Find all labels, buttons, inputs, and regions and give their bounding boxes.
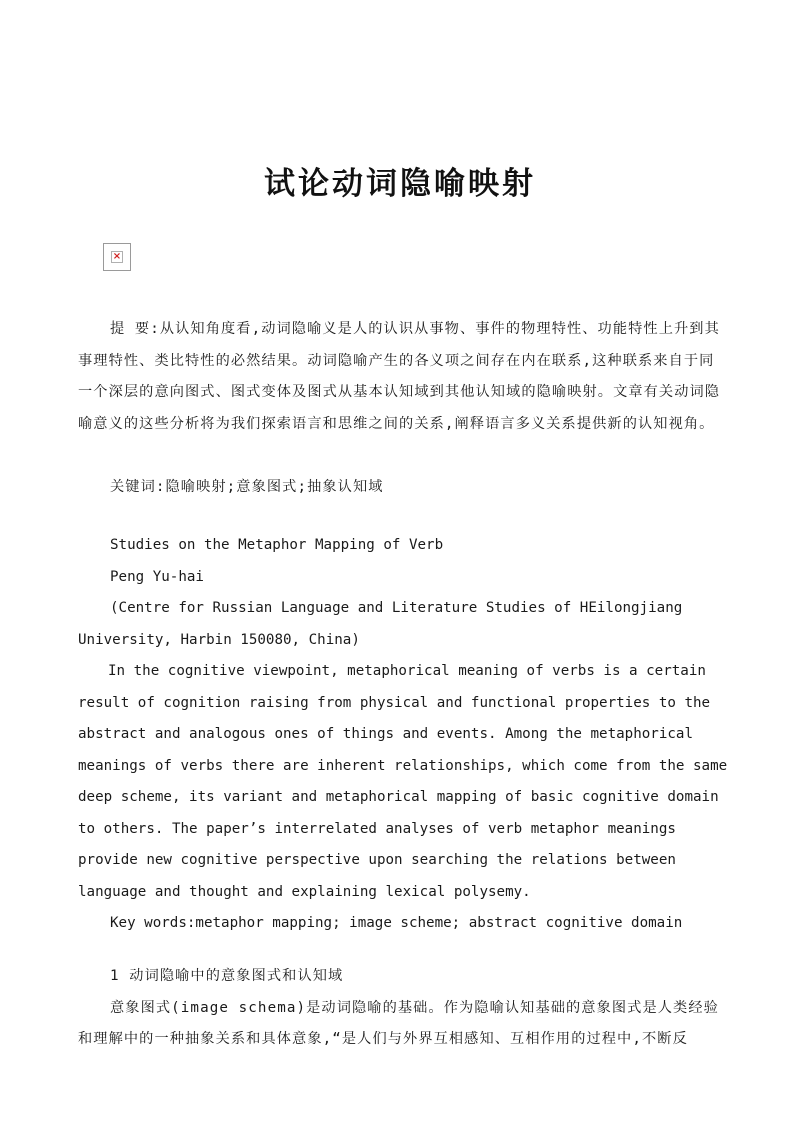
- chinese-keywords: 关键词:隐喻映射;意象图式;抽象认知域: [110, 479, 384, 495]
- english-author: Peng Yu-hai: [110, 568, 204, 585]
- section-1-heading: 1 动词隐喻中的意象图式和认知域: [110, 968, 344, 984]
- section-1-block: [78, 961, 728, 1056]
- chinese-keywords-block: [78, 472, 728, 504]
- english-affiliation: (Centre for Russian Language and Literature Studies of HEilongjiang University, Harbin 150080, China): [78, 600, 683, 648]
- chinese-abstract: 提 要:从认知角度看,动词隐喻义是人的认识从事物、事件的物理特性、功能特性上升到其事理特性、类比特性的必然结果。动词隐喻产生的各义项之间存在内在联系,这种联系来自于同一个深层的意向图式、图式变体及图式从基本认知域到其他认知域的隐喻映射。文章有关动词隐喻意义的这些分析将为我们探索语言和思维之间的关系,阐释语言多义关系提供新的认知视角。: [78, 321, 721, 432]
- english-abstract-block: [78, 530, 728, 940]
- english-title: Studies on the Metaphor Mapping of Verb: [110, 537, 444, 553]
- chinese-abstract-block: [78, 314, 728, 440]
- section-1-paragraph: 意象图式(image schema)是动词隐喻的基础。作为隐喻认知基础的意象图式是人类经验和理解中的一种抽象关系和具体意象,“是人们与外界互相感知、互相作用的过程中,不断反: [78, 999, 719, 1047]
- english-keywords: Key words:metaphor mapping; image scheme; abstract cognitive domain: [110, 915, 683, 931]
- broken-image-icon: [103, 243, 131, 271]
- broken-image-x-icon: ×: [112, 251, 122, 262]
- english-abstract: In the cognitive viewpoint, metaphorical meaning of verbs is a certain result of cognition raising from physical and functional properties to the abstract and analogous ones of things and events. Among the metaphorical meanings of verbs there are inherent relationships, which come from the same deep scheme, its variant and metaphorical mapping of basic cognitive domain to others. The paper’s interrelated analyses of verb metaphor meanings provide new cognitive perspective upon searching the relations between language and thought and explaining lexical polysemy.: [78, 663, 728, 900]
- document-title: 试论动词隐喻映射: [264, 166, 536, 202]
